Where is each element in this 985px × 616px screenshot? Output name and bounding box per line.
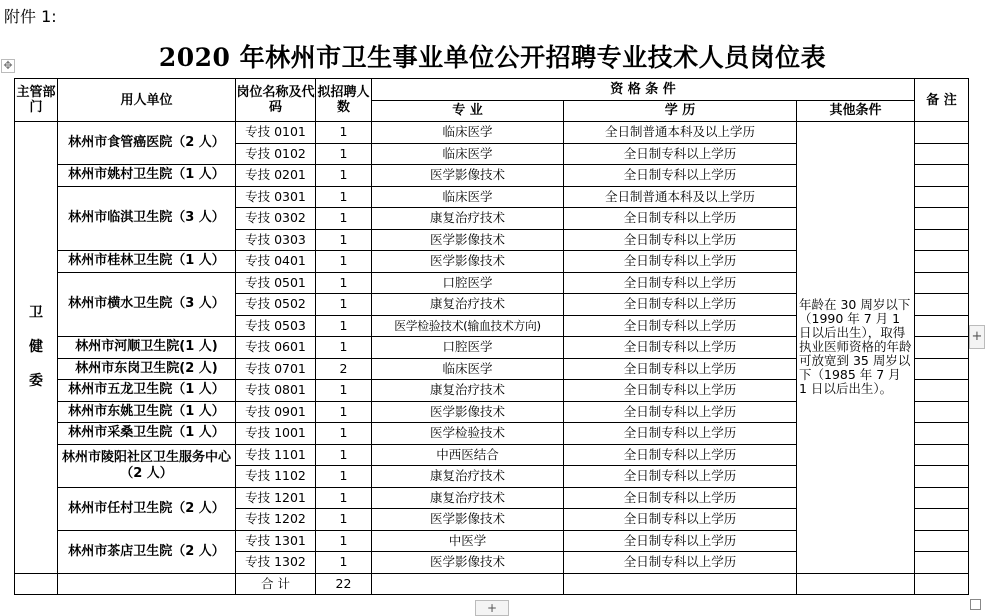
major-cell: 医学影像技术	[372, 509, 564, 531]
table-move-handle-icon[interactable]: ✥	[1, 59, 15, 73]
major-cell: 康复治疗技术	[372, 380, 564, 402]
count-cell: 1	[316, 444, 372, 466]
table-resize-handle[interactable]	[970, 599, 981, 610]
count-cell: 1	[316, 487, 372, 509]
remark-cell	[915, 509, 969, 531]
major-cell: 医学影像技术	[372, 165, 564, 187]
post-cell: 专技 0201	[236, 165, 316, 187]
remark-cell	[915, 530, 969, 552]
header-other: 其他条件	[797, 100, 915, 122]
remark-cell	[915, 143, 969, 165]
remark-cell	[915, 208, 969, 230]
total-empty-unit	[58, 573, 236, 595]
post-cell: 专技 0302	[236, 208, 316, 230]
education-cell: 全日制专科以上学历	[564, 337, 797, 359]
major-cell: 康复治疗技术	[372, 294, 564, 316]
add-column-button[interactable]: +	[969, 325, 985, 349]
unit-name-cell: 林州市茶店卫生院（2 人）	[58, 530, 236, 573]
count-cell: 1	[316, 294, 372, 316]
total-empty-major	[372, 573, 564, 595]
education-cell: 全日制专科以上学历	[564, 315, 797, 337]
post-cell: 专技 0501	[236, 272, 316, 294]
remark-cell	[915, 294, 969, 316]
major-cell: 口腔医学	[372, 337, 564, 359]
post-cell: 专技 1202	[236, 509, 316, 531]
education-cell: 全日制专科以上学历	[564, 294, 797, 316]
count-cell: 1	[316, 208, 372, 230]
education-cell: 全日制专科以上学历	[564, 229, 797, 251]
count-cell: 2	[316, 358, 372, 380]
major-cell: 医学影像技术	[372, 229, 564, 251]
unit-name-cell: 林州市桂林卫生院（1 人）	[58, 251, 236, 273]
post-cell: 专技 0601	[236, 337, 316, 359]
unit-name-cell: 林州市五龙卫生院（1 人）	[58, 380, 236, 402]
major-cell: 医学影像技术	[372, 251, 564, 273]
total-empty-remark	[915, 573, 969, 595]
unit-name-cell: 林州市东姚卫生院（1 人）	[58, 401, 236, 423]
remark-cell	[915, 315, 969, 337]
attachment-label: 附件 1:	[4, 7, 57, 26]
unit-name-cell: 林州市食管癌医院（2 人）	[58, 122, 236, 165]
major-cell: 医学影像技术	[372, 552, 564, 574]
major-cell: 康复治疗技术	[372, 487, 564, 509]
remark-cell	[915, 401, 969, 423]
count-cell: 1	[316, 466, 372, 488]
unit-name-cell: 林州市横水卫生院（3 人）	[58, 272, 236, 337]
other-conditions-cell: 年龄在 30 周岁以下（1990 年 7 月 1 日以后出生），取得执业医师资格的年龄可放宽到 35 周岁以下（1985 年 7 月 1 日以后出生）。	[797, 122, 915, 574]
table-row	[15, 122, 969, 144]
education-cell: 全日制专科以上学历	[564, 444, 797, 466]
education-cell: 全日制专科以上学历	[564, 380, 797, 402]
education-cell: 全日制专科以上学历	[564, 487, 797, 509]
unit-name-cell: 林州市姚村卫生院（1 人）	[58, 165, 236, 187]
major-cell: 中医学	[372, 530, 564, 552]
total-row	[15, 573, 969, 595]
count-cell: 1	[316, 423, 372, 445]
remark-cell	[915, 552, 969, 574]
remark-cell	[915, 272, 969, 294]
post-cell: 专技 0502	[236, 294, 316, 316]
unit-name-cell: 林州市采桑卫生院（1 人）	[58, 423, 236, 445]
post-cell: 专技 0102	[236, 143, 316, 165]
post-cell: 专技 0503	[236, 315, 316, 337]
positions-table	[14, 78, 969, 595]
remark-cell	[915, 444, 969, 466]
unit-name-cell: 林州市陵阳社区卫生服务中心（2 人）	[58, 444, 236, 487]
remark-cell	[915, 423, 969, 445]
post-cell: 专技 1302	[236, 552, 316, 574]
education-cell: 全日制专科以上学历	[564, 509, 797, 531]
count-cell: 1	[316, 509, 372, 531]
unit-name-cell: 林州市河顺卫生院(1 人)	[58, 337, 236, 359]
add-row-button[interactable]: +	[475, 600, 509, 616]
post-cell: 专技 0801	[236, 380, 316, 402]
major-cell: 医学检验技术	[372, 423, 564, 445]
header-qualifications: 资 格 条 件	[372, 79, 915, 101]
count-cell: 1	[316, 315, 372, 337]
post-cell: 专技 1102	[236, 466, 316, 488]
header-unit: 用人单位	[58, 79, 236, 122]
header-dept: 主管部门	[15, 79, 58, 122]
unit-name-cell: 林州市任村卫生院（2 人）	[58, 487, 236, 530]
count-cell: 1	[316, 272, 372, 294]
post-cell: 专技 0701	[236, 358, 316, 380]
count-cell: 1	[316, 380, 372, 402]
post-cell: 专技 0303	[236, 229, 316, 251]
remark-cell	[915, 487, 969, 509]
header-education: 学 历	[564, 100, 797, 122]
education-cell: 全日制专科以上学历	[564, 530, 797, 552]
table-body	[15, 122, 969, 595]
major-cell: 临床医学	[372, 358, 564, 380]
major-cell: 中西医结合	[372, 444, 564, 466]
education-cell: 全日制普通本科及以上学历	[564, 122, 797, 144]
remark-cell	[915, 229, 969, 251]
total-empty-other	[797, 573, 915, 595]
count-cell: 1	[316, 186, 372, 208]
count-cell: 1	[316, 229, 372, 251]
unit-name-cell: 林州市临淇卫生院（3 人）	[58, 186, 236, 251]
remark-cell	[915, 337, 969, 359]
total-count: 22	[316, 573, 372, 595]
total-empty-dept	[15, 573, 58, 595]
count-cell: 1	[316, 143, 372, 165]
total-label: 合 计	[236, 573, 316, 595]
post-cell: 专技 1001	[236, 423, 316, 445]
major-cell: 康复治疗技术	[372, 466, 564, 488]
major-cell: 康复治疗技术	[372, 208, 564, 230]
post-cell: 专技 1101	[236, 444, 316, 466]
remark-cell	[915, 122, 969, 144]
education-cell: 全日制专科以上学历	[564, 251, 797, 273]
education-cell: 全日制专科以上学历	[564, 358, 797, 380]
major-cell: 医学影像技术	[372, 401, 564, 423]
remark-cell	[915, 358, 969, 380]
count-cell: 1	[316, 337, 372, 359]
count-cell: 1	[316, 552, 372, 574]
page-title: 2020 年林州市卫生事业单位公开招聘专业技术人员岗位表	[158, 43, 827, 72]
count-cell: 1	[316, 530, 372, 552]
header-post: 岗位名称及代码	[236, 79, 316, 122]
remark-cell	[915, 165, 969, 187]
education-cell: 全日制专科以上学历	[564, 552, 797, 574]
education-cell: 全日制专科以上学历	[564, 272, 797, 294]
education-cell: 全日制专科以上学历	[564, 165, 797, 187]
post-cell: 专技 1201	[236, 487, 316, 509]
major-cell: 临床医学	[372, 143, 564, 165]
header-remark: 备 注	[915, 79, 969, 122]
education-cell: 全日制专科以上学历	[564, 466, 797, 488]
count-cell: 1	[316, 165, 372, 187]
header-major: 专 业	[372, 100, 564, 122]
major-cell: 临床医学	[372, 122, 564, 144]
education-cell: 全日制专科以上学历	[564, 423, 797, 445]
remark-cell	[915, 466, 969, 488]
remark-cell	[915, 251, 969, 273]
remark-cell	[915, 186, 969, 208]
unit-name-cell: 林州市东岗卫生院(2 人)	[58, 358, 236, 380]
education-cell: 全日制专科以上学历	[564, 143, 797, 165]
header-count: 拟招聘人数	[316, 79, 372, 122]
count-cell: 1	[316, 251, 372, 273]
education-cell: 全日制普通本科及以上学历	[564, 186, 797, 208]
major-cell: 口腔医学	[372, 272, 564, 294]
post-cell: 专技 0401	[236, 251, 316, 273]
post-cell: 专技 0301	[236, 186, 316, 208]
education-cell: 全日制专科以上学历	[564, 208, 797, 230]
major-cell: 临床医学	[372, 186, 564, 208]
major-cell: 医学检验技术(输血技术方向)	[372, 315, 564, 337]
education-cell: 全日制专科以上学历	[564, 401, 797, 423]
count-cell: 1	[316, 122, 372, 144]
dept-cell: 卫 健 委	[15, 122, 58, 574]
post-cell: 专技 0901	[236, 401, 316, 423]
post-cell: 专技 0101	[236, 122, 316, 144]
total-empty-education	[564, 573, 797, 595]
remark-cell	[915, 380, 969, 402]
post-cell: 专技 1301	[236, 530, 316, 552]
count-cell: 1	[316, 401, 372, 423]
